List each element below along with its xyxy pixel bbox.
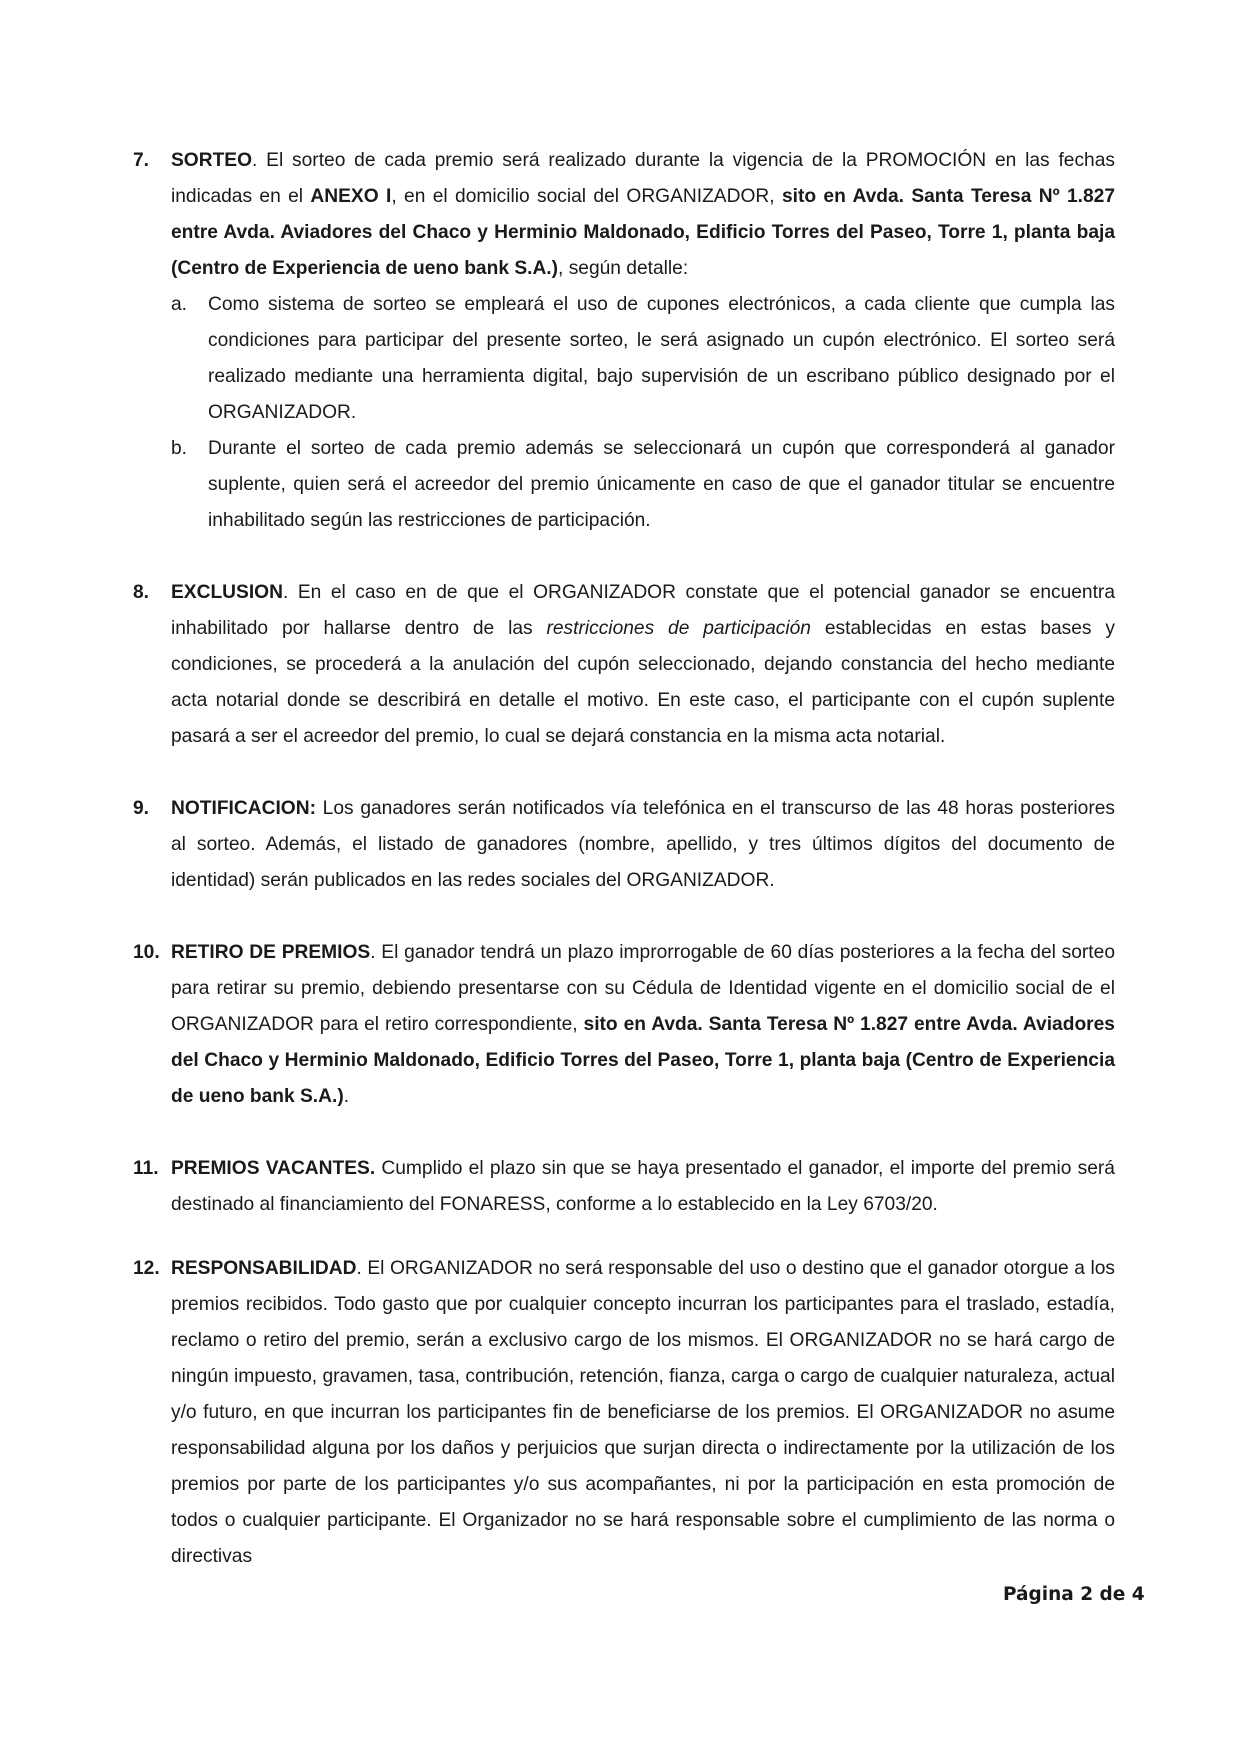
clause-paragraph bbox=[171, 575, 1115, 755]
clause-number: 11. bbox=[133, 1158, 159, 1179]
clause-title: SORTEO bbox=[171, 150, 253, 171]
sub-item-b bbox=[171, 431, 1115, 539]
clause-number: 7. bbox=[133, 150, 150, 171]
clause-11-premios-vacantes bbox=[135, 1151, 1115, 1223]
sub-item-text: Como sistema de sorteo se empleará el uso de cupones electrónicos, a cada cliente que cumpla las condiciones para participar del presente sorteo, le será asignado un cupón electrónico. El sorteo será realizado mediante una herramienta digital, bajo supervisión de un escribano público designado por el ORGANIZADOR. bbox=[208, 294, 1115, 423]
clause-text: . El ORGANIZADOR no será responsable del uso o destino que el ganador otorgue a los premios recibidos. Todo gasto que por cualquier concepto incurran los participantes para el traslado, estadía, reclamo o retiro del premio, serán a exclusivo cargo de los mismos. El ORGANIZADOR no se hará cargo de ningún impuesto, gravamen, tasa, contribución, retención, fianza, carga o cargo de cualquier naturaleza, actual y/o futuro, en que incurran los participantes fin de beneficiarse de los premios. El ORGANIZADOR no asume responsabilidad alguna por los daños y perjuicios que surjan directa o indirectamente por la utilización de los premios por parte de los participantes y/o sus acompañantes, ni por la participación en esta promoción de todos o cualquier participante. El Organizador no se hará responsable sobre el cumplimiento de las norma o directivas bbox=[171, 1258, 1115, 1567]
clause-paragraph bbox=[171, 935, 1115, 1115]
clause-text: Cumplido el plazo sin que se haya presentado el ganador, el importe del premio será destinado al financiamiento del FONARESS, conforme a lo establecido en la Ley 6703/20. bbox=[171, 1158, 1115, 1215]
clause-paragraph bbox=[171, 1251, 1115, 1575]
clause-text: , según detalle: bbox=[558, 258, 689, 279]
clause-7-sorteo bbox=[135, 143, 1115, 539]
sub-item-letter: b. bbox=[171, 438, 188, 459]
sub-item-text: Durante el sorteo de cada premio además se seleccionará un cupón que corresponderá al ganador suplente, quien será el acreedor del premio únicamente en caso de que el ganador titular se encuentre inhabilitado según las restricciones de participación. bbox=[208, 438, 1115, 531]
clause-text: Los ganadores serán notificados vía telefónica en el transcurso de las 48 horas posteriores al sorteo. Además, el listado de ganadores (nombre, apellido, y tres últimos dígitos del documento de identidad) serán publicados en las redes sociales del ORGANIZADOR. bbox=[171, 798, 1115, 891]
sub-item-letter: a. bbox=[171, 294, 188, 315]
clause-text: . En el caso en de que el ORGANIZADOR constate que el potencial ganador se encuentra inhabilitado por hallarse dentro de las bbox=[171, 582, 1115, 639]
clause-title: EXCLUSION bbox=[171, 582, 283, 603]
emphasis-text: restricciones de participación bbox=[546, 618, 811, 639]
sub-item-a bbox=[171, 287, 1115, 431]
clause-text: . bbox=[343, 1086, 350, 1107]
clause-number: 12. bbox=[133, 1258, 160, 1279]
address-text: sito en Avda. Santa Teresa Nº 1.827 entre Avda. Aviadores del Chaco y Herminio Maldonado, Edificio Torres del Paseo, Torre 1, planta baja (Centro de Experiencia de ueno bank S.A.) bbox=[171, 186, 1115, 279]
clause-title: RETIRO DE PREMIOS bbox=[171, 942, 371, 963]
clause-10-retiro-de-premios bbox=[135, 935, 1115, 1115]
document-body bbox=[135, 143, 1115, 1575]
clause-text: . El sorteo de cada premio será realizado durante la vigencia de la PROMOCIÓN en las fechas indicadas en el bbox=[171, 150, 1115, 207]
clause-number: 10. bbox=[133, 942, 160, 963]
clause-title: NOTIFICACION: bbox=[171, 798, 316, 819]
clause-text: establecidas en estas bases y condiciones, se procederá a la anulación del cupón seleccionado, dejando constancia del hecho mediante acta notarial donde se describirá en detalle el motivo. En este caso, el participante con el cupón suplente pasará a ser el acreedor del premio, lo cual se dejará constancia en la misma acta notarial. bbox=[171, 618, 1115, 747]
clause-paragraph bbox=[171, 143, 1115, 287]
clause-text: . El ganador tendrá un plazo improrrogable de 60 días posteriores a la fecha del sorteo para retirar su premio, debiendo presentarse con su Cédula de Identidad vigente en el domicilio social de el ORGANIZADOR para el retiro correspondiente, bbox=[171, 942, 1115, 1035]
clause-paragraph bbox=[171, 791, 1115, 899]
clause-9-notificacion bbox=[135, 791, 1115, 899]
clause-8-exclusion bbox=[135, 575, 1115, 755]
clause-title: PREMIOS VACANTES. bbox=[171, 1158, 376, 1179]
annex-reference: ANEXO I bbox=[310, 186, 392, 207]
clause-number: 8. bbox=[133, 582, 150, 603]
clause-text: , en el domicilio social del ORGANIZADOR, bbox=[391, 186, 782, 207]
clause-title: RESPONSABILIDAD bbox=[171, 1258, 357, 1279]
address-text: sito en Avda. Santa Teresa Nº 1.827 entre Avda. Aviadores del Chaco y Herminio Maldonado, Edificio Torres del Paseo, Torre 1, planta baja (Centro de Experiencia de ueno bank S.A.) bbox=[171, 1014, 1115, 1107]
clause-paragraph bbox=[171, 1151, 1115, 1223]
clause-number: 9. bbox=[133, 798, 150, 819]
clause-12-responsabilidad bbox=[135, 1251, 1115, 1575]
page-number-footer: Página 2 de 4 bbox=[1003, 1584, 1145, 1605]
